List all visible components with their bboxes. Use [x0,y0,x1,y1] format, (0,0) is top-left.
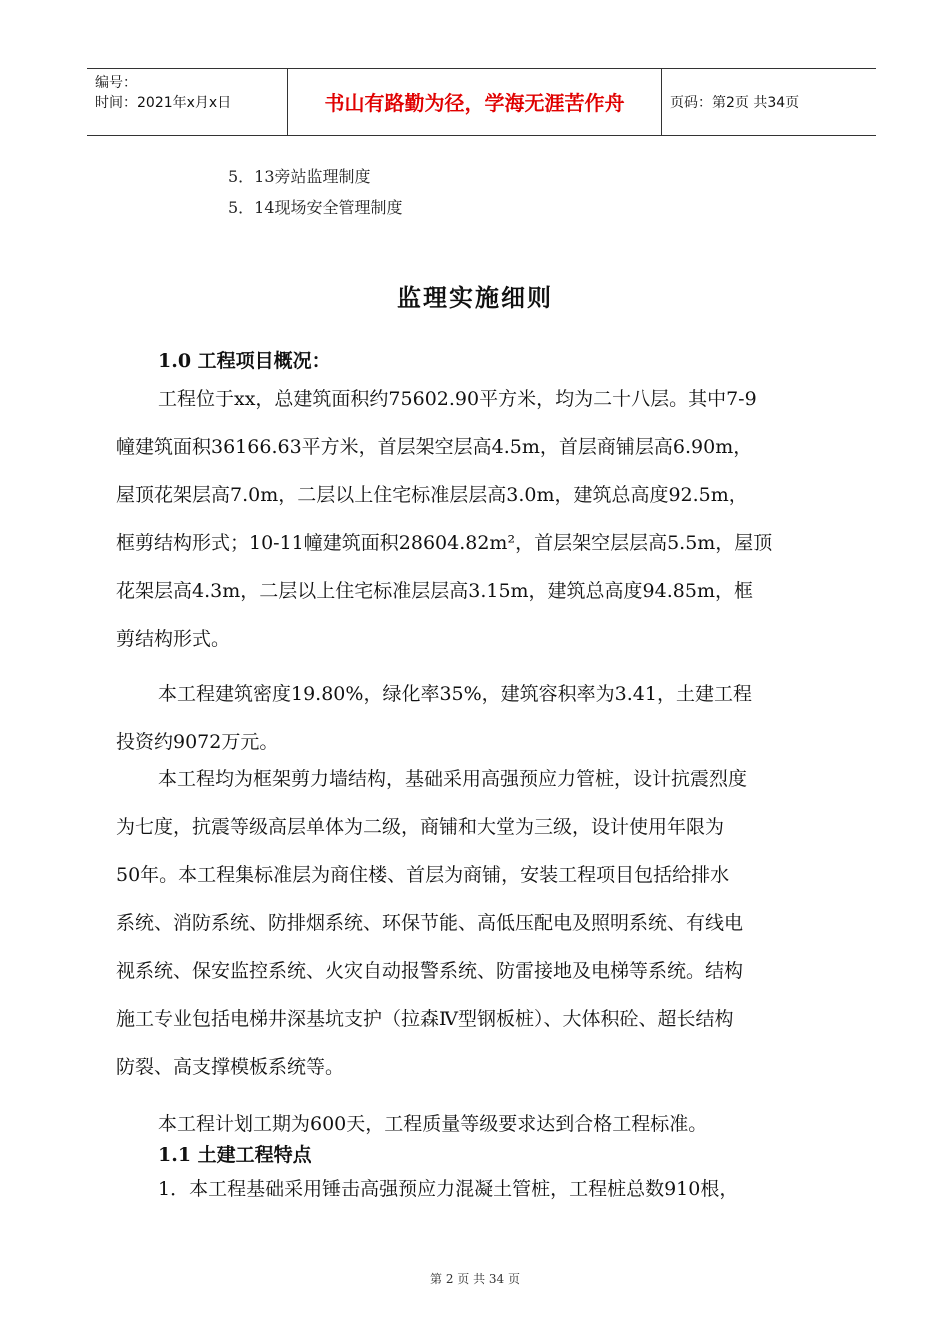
document-header [87,68,876,136]
paragraph-line: 视系统、保安监控系统、火灾自动报警系统、防雷接地及电梯等系统。结构 [116,960,744,982]
paragraph [116,755,852,1091]
page-title: 监理实施细则 [397,283,553,312]
time-label: 时间：2021年x月x日 [95,95,232,111]
paragraph-line: 工程位于xx，总建筑面积约75602.90平方米，均为二十八层。其中7-9 [158,388,757,410]
header-page-info: 页码：第2页 共34页 [670,95,800,111]
paragraph-line: 本工程建筑密度19.80%，绿化率35%，建筑容积率为3.41，土建工程 [158,683,752,705]
paragraph-line: 50年。本工程集标准层为商住楼、首层为商铺，安装工程项目包括给排水 [116,864,730,886]
number-label: 编号： [95,75,137,91]
paragraph [116,670,852,766]
paragraph-line: 本工程计划工期为600天，工程质量等级要求达到合格工程标准。 [158,1113,708,1135]
paragraph-line: 花架层高4.3m，二层以上住宅标准层层高3.15m，建筑总高度94.85m，框 [116,580,753,602]
subsection-heading: 1.1 土建工程特点 [158,1144,312,1166]
paragraph-line: 剪结构形式。 [116,628,231,650]
paragraph-line: 框剪结构形式；10-11幢建筑面积28604.82m²，首层架空层层高5.5m，屋顶 [116,532,773,554]
paragraph-line: 施工专业包括电梯井深基坑支护（拉森Ⅳ型钢板桩）、大体积砼、超长结构 [116,1008,734,1030]
paragraph-line: 屋顶花架层高7.0m，二层以上住宅标准层层高3.0m，建筑总高度92.5m， [116,484,748,506]
header-meta-cell [87,69,288,135]
paragraph-line: 防裂、高支撑模板系统等。 [116,1056,345,1078]
toc-item: 5．13旁站监理制度 [228,167,371,186]
paragraph-line: 投资约9072万元。 [116,731,279,753]
toc-item: 5．14现场安全管理制度 [228,198,403,217]
page-footer: 第 2 页 共 34 页 [430,1272,520,1286]
header-motto: 书山有路勤为径，学海无涯苦作舟 [288,69,662,135]
paragraph-line: 本工程均为框架剪力墙结构，基础采用高强预应力管桩，设计抗震烈度 [158,768,748,790]
paragraph-line: 为七度，抗震等级高层单体为二级，商铺和大堂为三级，设计使用年限为 [116,816,725,838]
paragraph-line: 幢建筑面积36166.63平方米，首层架空层高4.5m，首层商铺层高6.90m， [116,436,753,458]
section-heading: 1.0 工程项目概况： [158,350,331,372]
paragraph-line: 系统、消防系统、防排烟系统、环保节能、高低压配电及照明系统、有线电 [116,912,744,934]
list-item: 1．本工程基础采用锤击高强预应力混凝土管桩，工程桩总数910根， [158,1178,739,1200]
paragraph [116,375,852,663]
